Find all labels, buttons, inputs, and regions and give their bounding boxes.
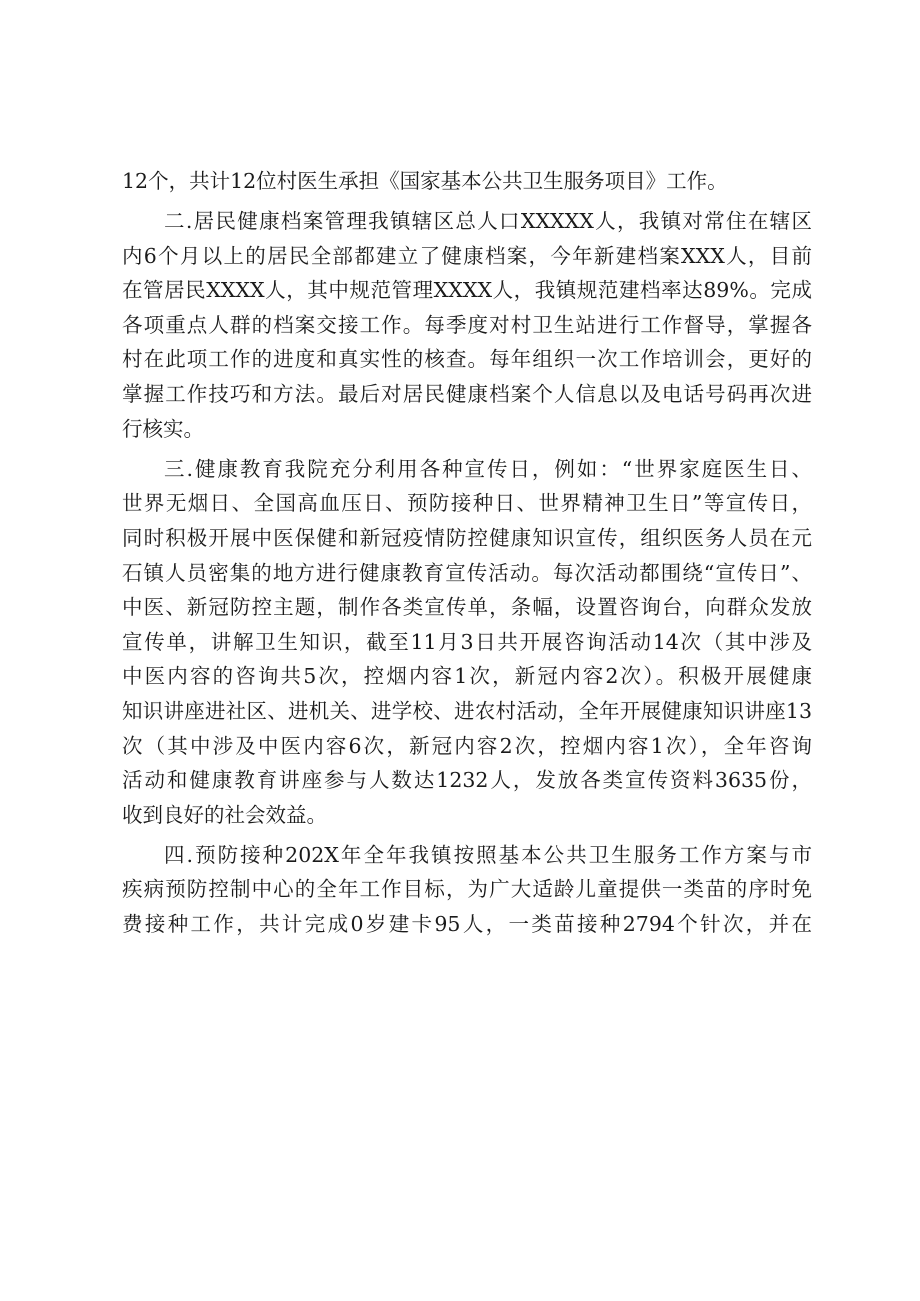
text-line: 内6个月以上的居民全部都建立了健康档案，今年新建档案XXX人，目前 bbox=[122, 243, 812, 268]
text-line: 收到良好的社会效益。 bbox=[122, 802, 327, 827]
paragraph-heading-line: 三.健康教育我院充分利用各种宣传日，例如：“世界家庭医生日、 bbox=[164, 456, 812, 481]
text-line: 次（其中涉及中医内容6次，新冠内容2次，控烟内容1次），全年咨询 bbox=[122, 733, 812, 758]
text-line: 同时积极开展中医保健和新冠疫情防控健康知识宣传，组织医务人员在元 bbox=[122, 525, 812, 550]
text-line: 知识讲座进社区、进机关、进学校、进农村活动，全年开展健康知识讲座13 bbox=[122, 698, 812, 723]
text-line: 行核实。 bbox=[122, 416, 204, 441]
paragraph-heading-line: 四.预防接种202X年全年我镇按照基本公共卫生服务工作方案与市 bbox=[164, 842, 812, 867]
paragraph-heading-line: 二.居民健康档案管理我镇辖区总人口XXXXX人，我镇对常住在辖区 bbox=[164, 209, 812, 234]
text-line: 石镇人员密集的地方进行健康教育宣传活动。每次活动都围绕“宣传日”、 bbox=[122, 560, 812, 585]
text-line: 中医、新冠防控主题，制作各类宣传单，条幅，设置咨询台，向群众发放 bbox=[122, 595, 812, 620]
text-line: 各项重点人群的档案交接工作。每季度对村卫生站进行工作督导，掌握各 bbox=[122, 312, 812, 337]
text-line: 中医内容的咨询共5次，控烟内容1次，新冠内容2次）。积极开展健康 bbox=[122, 664, 812, 689]
text-line: 疾病预防控制中心的全年工作目标，为广大适龄儿童提供一类苗的序时免 bbox=[122, 877, 812, 902]
document-body bbox=[122, 164, 812, 942]
text-line: 宣传单，讲解卫生知识，截至11月3日共开展咨询活动14次（其中涉及 bbox=[122, 629, 812, 654]
text-line: 12个，共计12位村医生承担《国家基本公共卫生服务项目》工作。 bbox=[122, 169, 728, 193]
text-line: 在管居民XXXX人，其中规范管理XXXX人，我镇规范建档率达89%。完成 bbox=[122, 278, 812, 303]
text-line: 村在此项工作的进度和真实性的核查。每年组织一次工作培训会，更好的 bbox=[122, 347, 812, 372]
text-line: 费接种工作，共计完成0岁建卡95人，一类苗接种2794个针次，并在 bbox=[122, 911, 812, 936]
text-line: 活动和健康教育讲座参与人数达1232人，发放各类宣传资料3635份， bbox=[122, 768, 812, 793]
text-line: 掌握工作技巧和方法。最后对居民健康档案个人信息以及电话号码再次进 bbox=[122, 382, 812, 407]
text-line: 世界无烟日、全国高血压日、预防接种日、世界精神卫生日”等宣传日， bbox=[122, 491, 812, 516]
